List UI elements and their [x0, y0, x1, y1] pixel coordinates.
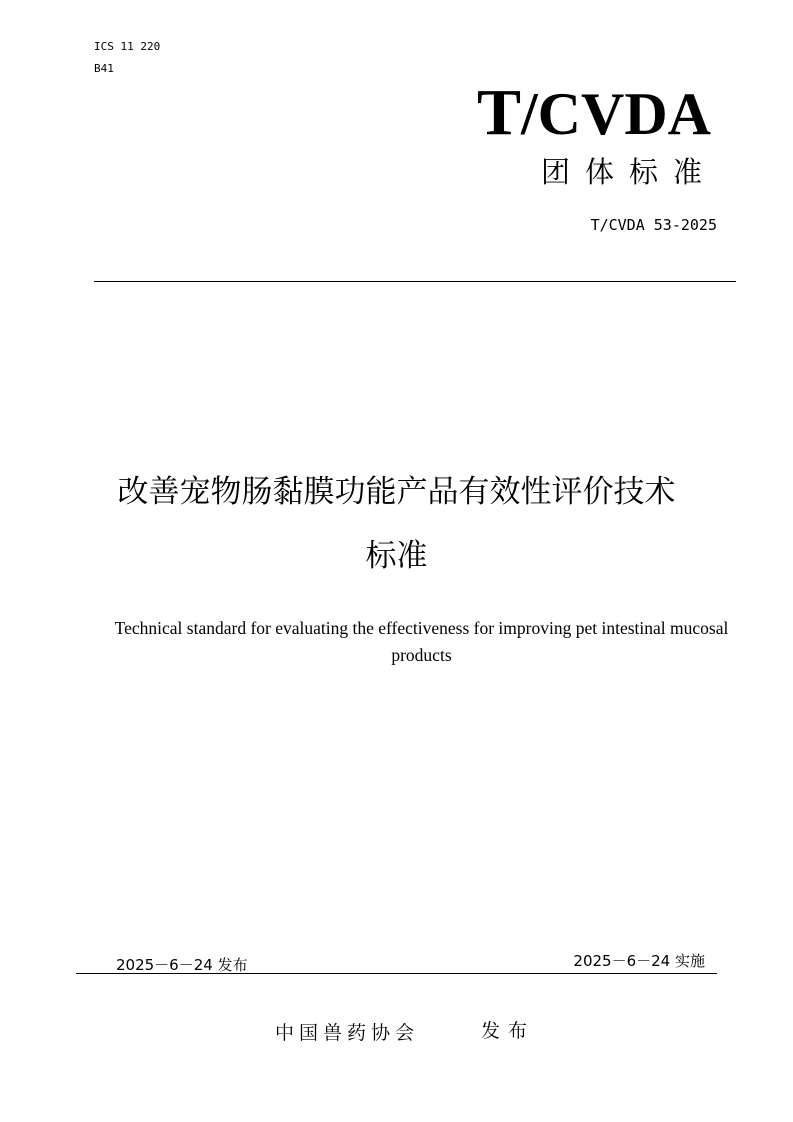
- title-chinese-line-1: 改善宠物肠黏膜功能产品有效性评价技术: [117, 474, 676, 510]
- issue-date: 2025－6－24 发布: [116, 956, 248, 974]
- logo-cvda: /CVDA: [521, 81, 711, 147]
- logo-t: T: [476, 76, 521, 149]
- document-number: T/CVDA 53-2025: [590, 216, 717, 234]
- ccs-code: B41: [94, 62, 114, 75]
- effective-date: 2025－6－24 实施: [573, 952, 705, 970]
- title-english: Technical standard for evaluating the effectiveness for improving pet intestinal mucosal products: [114, 618, 729, 665]
- top-divider: [94, 281, 736, 282]
- ics-code: ICS 11 220: [94, 40, 161, 53]
- standard-logo: [477, 78, 711, 149]
- publish-label: 发布: [481, 1020, 536, 1042]
- document-type: 团体标准: [540, 155, 717, 189]
- bottom-divider: [76, 973, 717, 974]
- publisher-name: 中国兽药协会: [275, 1022, 420, 1044]
- title-chinese-line-2: 标准: [365, 538, 428, 574]
